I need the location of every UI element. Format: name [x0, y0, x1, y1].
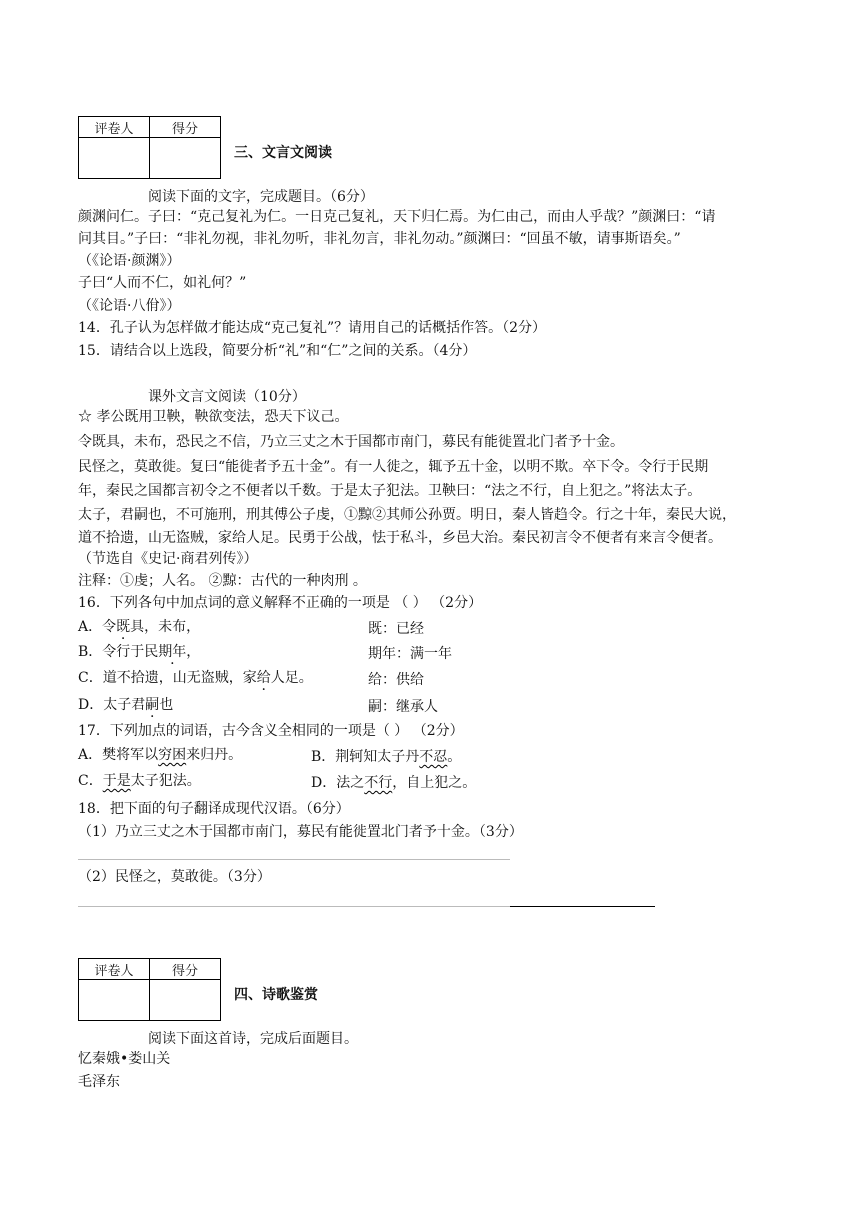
option-text: 。 — [447, 749, 462, 765]
option-text: 也 — [159, 697, 174, 713]
score-box-section4 — [78, 958, 221, 1021]
section3-intro: 阅读下面的文字，完成题目。（6分） — [148, 189, 374, 205]
passage-source: （《论语·八佾》） — [78, 298, 181, 314]
passage-line: 道不拾遗，山无盗贼，家给人足。民勇于公战，怯于私斗，乡邑大治。秦民初言令不便者有来言令便者。 — [78, 530, 722, 546]
answer-line[interactable] — [510, 906, 655, 907]
question-15: 15．请结合以上选段，简要分析“礼”和“仁”之间的关系。（4分） — [78, 343, 477, 359]
question-16: 16．下列各句中加点词的意义解释不正确的一项是 （ ） （2分） — [78, 595, 483, 611]
option-text: ，自上犯之。 — [392, 775, 477, 791]
option-text: C．道不拾遗，山无盗贼，家 — [78, 670, 257, 686]
q17-option-a[interactable] — [78, 746, 242, 764]
score-box-section3 — [78, 116, 221, 179]
score-box-label-grader: 评卷人 — [79, 117, 150, 138]
grader-cell[interactable] — [79, 138, 150, 179]
wavy-word: 不忍 — [419, 749, 448, 765]
passage-line: 颜渊问仁。子曰：“克己复礼为仁。一日克己复礼，天下归仁焉。为仁由己，而由人乎哉？”颜渊曰：“请 — [78, 209, 716, 225]
q17-option-b[interactable] — [311, 746, 461, 766]
passage-line: 令既具，未布，恐民之不信，乃立三丈之木于国都市南门，募民有能徙置北门者予十金。 — [78, 434, 624, 450]
wavy-word: 于是 — [102, 773, 131, 789]
extra-intro: 课外文言文阅读（10分） — [148, 389, 306, 405]
q16-option-b-explanation: 期年：满一年 — [368, 646, 452, 662]
passage-line: 民怪之，莫敢徙。复曰“能徙者予五十金”。有一人徙之，辄予五十金，以明不欺。卒下令。令行于民期 — [78, 459, 709, 475]
score-box-label-grader: 评卷人 — [79, 959, 150, 980]
option-text: A．樊将军以 — [78, 747, 159, 763]
passage-line: 年，秦民之国都言初令之不便者以千数。于是太子犯法。卫鞅曰：“法之不行，自上犯之。”将法太子。 — [78, 483, 702, 499]
section4-intro: 阅读下面这首诗，完成后面题目。 — [148, 1031, 358, 1047]
option-text: D．太子君 — [78, 697, 146, 713]
answer-line[interactable] — [78, 859, 510, 860]
poem-author: 毛泽东 — [78, 1074, 120, 1090]
q16-option-a-explanation: 既：已经 — [368, 621, 424, 637]
passage-source: （《论语·颜渊》） — [78, 253, 181, 269]
question-18: 18．把下面的句子翻译成现代汉语。（6分） — [78, 801, 350, 817]
option-text: 来归丹。 — [186, 747, 243, 763]
option-text: 具，未布， — [130, 619, 201, 635]
q17-option-d[interactable] — [311, 772, 476, 792]
passage-line: ☆ 孝公既用卫鞅，鞅欲变法，恐天下议己。 — [78, 409, 349, 425]
passage-line: 问其目。”子曰：“非礼勿视，非礼勿听，非礼勿言，非礼勿动。”颜渊曰：“回虽不敏，请事斯语矣。” — [78, 231, 681, 247]
dotted-word: 期年 — [158, 644, 187, 660]
dotted-word: 给 — [256, 670, 271, 686]
score-box-label-score: 得分 — [150, 117, 221, 138]
annotation-note: 注释：①虔；人名。 ②黥：古代的一种肉刑 。 — [78, 573, 367, 589]
score-cell[interactable] — [150, 980, 221, 1021]
option-text: C． — [78, 773, 103, 789]
q18-sentence-1: （1）乃立三丈之木于国都市南门，募民有能徙置北门者予十金。（3分） — [78, 824, 523, 840]
q16-option-d[interactable] — [78, 696, 173, 714]
score-cell[interactable] — [150, 138, 221, 179]
option-text: D．法之 — [311, 775, 365, 791]
dotted-word: 既 — [116, 619, 131, 635]
q18-sentence-2: （2）民怪之，莫敢徙。（3分） — [78, 869, 271, 885]
q16-option-c[interactable] — [78, 669, 313, 687]
wavy-word: 不行 — [364, 775, 393, 791]
option-text: B．令行于民 — [78, 644, 159, 660]
passage-line: 子曰“人而不仁，如礼何？” — [78, 275, 247, 291]
passage-source: （节选自《史记·商君列传》） — [78, 551, 258, 567]
section3-title: 三、文言文阅读 — [234, 145, 332, 161]
grader-cell[interactable] — [79, 980, 150, 1021]
wavy-word: 穷困 — [158, 747, 187, 763]
option-text: ， — [186, 644, 201, 660]
option-text: 太子犯法。 — [130, 773, 201, 789]
dotted-word: 嗣 — [145, 697, 160, 713]
q16-option-b[interactable] — [78, 643, 200, 661]
q16-option-d-explanation: 嗣：继承人 — [368, 699, 438, 715]
option-text: A．令 — [78, 619, 117, 635]
option-text: B．荆轲知太子丹 — [311, 749, 420, 765]
score-box-label-score: 得分 — [150, 959, 221, 980]
q16-option-a[interactable] — [78, 618, 200, 636]
section4-title: 四、诗歌鉴赏 — [234, 987, 318, 1003]
q17-option-c[interactable] — [78, 772, 201, 790]
question-17: 17．下列加点的词语，古今含义全相同的一项是（ ） （2分） — [78, 723, 464, 739]
answer-line[interactable] — [78, 906, 510, 907]
question-14: 14．孔子认为怎样做才能达成“克己复礼”？请用自己的话概括作答。（2分） — [78, 320, 547, 336]
option-text: 人足。 — [270, 670, 313, 686]
q16-option-c-explanation: 给：供给 — [368, 672, 424, 688]
passage-line: 太子，君嗣也，不可施刑，刑其傅公子虔，①黥②其师公孙贾。明日，秦人皆趋令。行之十年，秦民大说， — [78, 507, 736, 523]
poem-title: 忆秦娥•娄山关 — [78, 1051, 171, 1067]
